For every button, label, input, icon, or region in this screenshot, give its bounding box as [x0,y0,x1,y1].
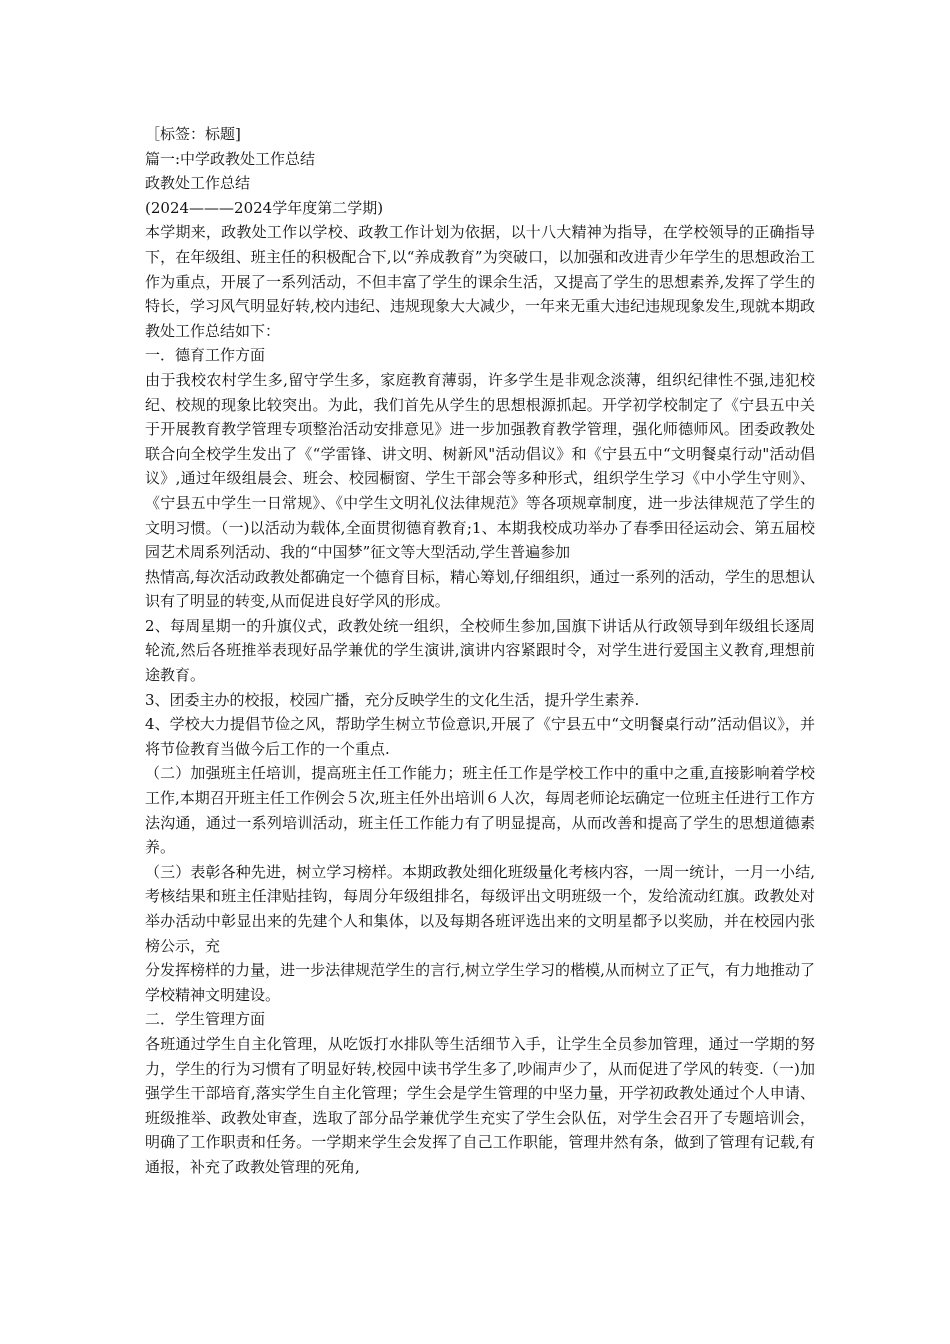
paragraph-commendation: （三）表彰各种先进，树立学习榜样。本期政教处细化班级量化考核内容，一周一统计，一月一小结,考核结果和班主任津贴挂钩，每周分年级组排名，每级评出文明班级一个，发给流动红旗。政教处对举办活动中彰显出来的先建个人和集体，以及每期各班评选出来的文明星都予以奖励，并在校园内张榜公示，充 [145,862,815,955]
document-body [145,122,815,1180]
document-title: 政教处工作总结 [145,174,251,193]
section-heading-moral-education: 一．德育工作方面 [145,346,266,365]
paragraph-thrift: 4、学校大力提倡节俭之风，帮助学生树立节俭意识,开展了《宁县五中“文明餐桌行动”活动倡议》，并将节俭教育当做今后工作的一个重点. [145,715,815,758]
tag-line: ［标签：标题] [145,125,241,143]
paragraph-commendation-cont: 分发挥榜样的力量，进一步法律规范学生的言行,树立学生学习的楷模,从而树立了正气，有力地推动了学校精神文明建设。 [145,961,815,1004]
paragraph-flag-ceremony: 2、每周星期一的升旗仪式，政教处统一组织，全校师生参加,国旗下讲话从行政领导到年级组长逐周轮流,然后各班推举表现好品学兼优的学生演讲,演讲内容紧跟时令，对学生进行爱国主义教育,理想前途教育。 [145,616,815,685]
paragraph-student-management: 各班通过学生自主化管理，从吃饭打水排队等生活细节入手，让学生全员参加管理，通过一学期的努力，学生的行为习惯有了明显好转,校园中读书学生多了,吵闹声少了，从而促进了学风的转变.（一)加强学生干部培育,落实学生自主化管理；学生会是学生管理的中坚力量，开学初政教处通过个人申请、班级推举、政教处审查，选取了部分品学兼优学生充实了学生会队伍，对学生会召开了专题培训会，明确了工作职责和任务。一学期来学生会发挥了自己工作职能，管理井然有条，做到了管理有记载,有通报，补充了政教处管理的死角, [145,1034,815,1176]
paragraph-teacher-training: （二）加强班主任培训，提高班主任工作能力；班主任工作是学校工作中的重中之重,直接影响着学校工作,本期召开班主任工作例会５次,班主任外出培训６人次，每周老师论坛确定一位班主任进行工作方法沟通，通过一系列培训活动，班主任工作能力有了明显提高，从而改善和提高了学生的思想道德素养。 [145,764,815,857]
paragraph-intro: 本学期来，政教处工作以学校、政教工作计划为依据，以十八大精神为指导，在学校领导的正确指导下，在年级组、班主任的积极配合下,以“养成教育”为突破口，以加强和改进青少年学生的思想政治工作为重点，开展了一系列活动，不但丰富了学生的课余生活，又提高了学生的思想素养,发挥了学生的特长，学习风气明显好转,校内违纪、违规现象大大减少，一年来无重大违纪违规现象发生,现就本期政教处工作总结如下： [145,223,815,340]
paragraph-moral-education: 由于我校农村学生多,留守学生多，家庭教育薄弱，许多学生是非观念淡薄，组织纪律性不强,违犯校纪、校规的现象比较突出。为此，我们首先从学生的思想根源抓起。开学初学校制定了《宁县五中关于开展教育教学管理专项整治活动安排意见》进一步加强教育教学管理，强化师德师风。团委政教处联合向全校学生发出了《“学雷锋、讲文明、树新风"活动倡议》和《宁县五中“文明餐桌行动"活动倡议》,通过年级组晨会、班会、校园橱窗、学生干部会等多种形式，组织学生学习《中小学生守则》、《宁县五中学生一日常规》、《中学生文明礼仪法律规范》等各项规章制度，进一步法律规范了学生的文明习惯。（一)以活动为载体,全面贯彻德育教育;1、本期我校成功举办了春季田径运动会、第五届校园艺术周系列活动、我的“中国梦”征文等大型活动,学生普遍参加 [145,370,815,562]
article-title: 篇一:中学政教处工作总结 [145,149,316,168]
section-heading-student-management: 二．学生管理方面 [145,1010,266,1029]
term-line: (2024———2024学年度第二学期) [145,198,384,217]
paragraph-school-newspaper: 3、团委主办的校报，校园广播，充分反映学生的文化生活，提升学生素养. [145,690,640,709]
paragraph-moral-education-cont: 热情高,每次活动政教处都确定一个德育目标，精心筹划,仔细组织，通过一系列的活动，学生的思想认识有了明显的转变,从而促进良好学风的形成。 [145,567,815,611]
